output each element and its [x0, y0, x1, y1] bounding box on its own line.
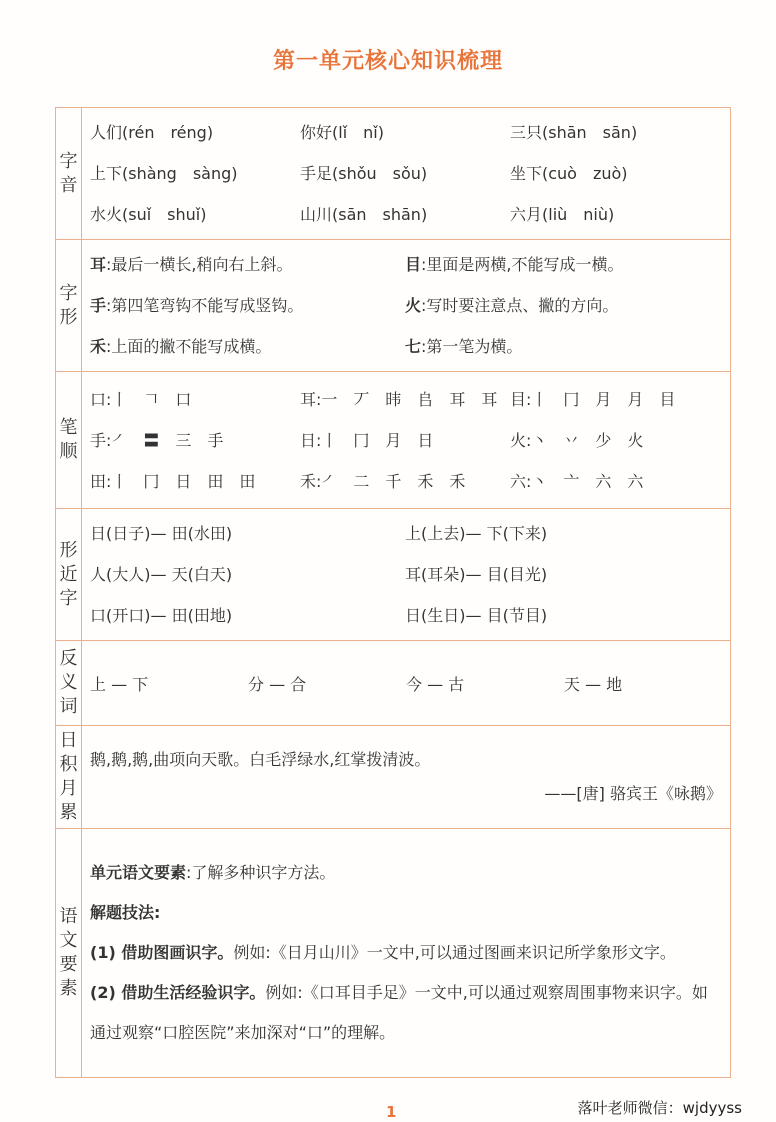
label-rijileiyue: 日积月累 — [56, 726, 82, 829]
pinyin-item: 山川(sān shān) — [300, 205, 428, 224]
method-2: (2) 借助生活经验识字。例如:《口耳目手足》一文中,可以通过观察周围事物来识字。如通过观察“口腔医院”来加深对“口”的理解。 — [90, 983, 708, 1042]
glyph-tip: 禾:上面的撇不能写成横。 — [90, 337, 272, 356]
row-xingjin — [56, 509, 731, 641]
footer-contact: 落叶老师微信：wjdyyss — [577, 1099, 742, 1117]
stroke-order-item: 手:㇒ 〓 三 手 — [90, 430, 224, 450]
stroke-order-item: 禾:㇒ 二 千 禾 禾 — [300, 471, 466, 491]
glyph-tip: 七:第一笔为横。 — [405, 337, 523, 356]
label-xingjin: 形近字 — [56, 509, 82, 641]
glyph-tip: 目:里面是两横,不能写成一横。 — [405, 255, 624, 274]
row-rijileiyue — [56, 726, 731, 829]
label-ziyin: 字音 — [56, 108, 82, 240]
pinyin-item: 上下(shàng sàng) — [90, 164, 238, 183]
label-yuwen: 语文要素 — [56, 829, 82, 1078]
stroke-order-item: 耳:一 丆 𬀩 𠂤 耳 耳 — [300, 389, 498, 409]
page-title: 第一单元核心知识梳理 — [272, 49, 503, 74]
stroke-order-item: 田:丨 冂 日 田 田 — [90, 471, 256, 491]
page-number: 1 — [386, 1103, 397, 1121]
stroke-order-item: 火:丶 丷 少 火 — [510, 430, 644, 450]
row-zixing — [56, 240, 731, 372]
row-fanyi — [56, 641, 731, 726]
similar-char-pair: 日(日子)— 田(水田) — [90, 524, 233, 543]
stroke-order-item: 六:丶 亠 六 六 — [510, 471, 644, 491]
unit-element: 单元语文要素:了解多种识字方法。 — [90, 863, 336, 882]
antonym-pair: 分 — 合 — [248, 674, 307, 694]
antonym-pair: 今 — 古 — [406, 674, 465, 694]
glyph-tip: 火:写时要注意点、撇的方向。 — [405, 296, 619, 315]
knowledge-table — [55, 107, 731, 1078]
poem-source: ——[唐] 骆宾王《咏鹅》 — [544, 784, 722, 803]
row-bishun — [56, 372, 731, 509]
stroke-order-item: 目:丨 冂 月 月 目 — [510, 389, 676, 409]
antonym-pair: 上 — 下 — [90, 674, 149, 694]
antonym-pair: 天 — 地 — [564, 674, 623, 694]
poem-text: 鹅,鹅,鹅,曲项向天歌。白毛浮绿水,红掌拨清波。 — [90, 750, 431, 769]
glyph-tip: 耳:最后一横长,稍向右上斜。 — [90, 255, 293, 274]
similar-char-pair: 上(上去)— 下(下来) — [405, 524, 548, 543]
similar-char-pair: 日(生日)— 目(节目) — [405, 606, 548, 625]
pinyin-item: 你好(lǐ nǐ) — [300, 123, 384, 142]
pinyin-item: 坐下(cuò zuò) — [510, 164, 628, 183]
stroke-order-item: 口:丨 𠃍 口 — [90, 389, 192, 409]
method-1: (1) 借助图画识字。例如:《日月山川》一文中,可以通过图画来识记所学象形文字。 — [90, 943, 676, 962]
stroke-order-item: 日:丨 冂 月 日 — [300, 430, 434, 450]
glyph-tip: 手:第四笔弯钩不能写成竖钩。 — [90, 296, 304, 315]
pinyin-item: 水火(suǐ shuǐ) — [90, 205, 207, 224]
pinyin-item: 人们(rén réng) — [90, 123, 214, 142]
similar-char-pair: 人(大人)— 天(白天) — [90, 565, 233, 584]
row-ziyin — [56, 108, 731, 240]
row-yuwen — [56, 829, 731, 1078]
label-bishun: 笔顺 — [56, 372, 82, 509]
pinyin-item: 手足(shǒu sǒu) — [300, 164, 428, 183]
pinyin-item: 六月(liù niù) — [510, 205, 615, 224]
pinyin-item: 三只(shān sān) — [510, 123, 638, 142]
label-zixing: 字形 — [56, 240, 82, 372]
label-fanyi: 反义词 — [56, 641, 82, 726]
similar-char-pair: 耳(耳朵)— 目(目光) — [405, 565, 548, 584]
similar-char-pair: 口(开口)— 田(田地) — [90, 606, 233, 625]
method-heading: 解题技法: — [90, 903, 161, 922]
